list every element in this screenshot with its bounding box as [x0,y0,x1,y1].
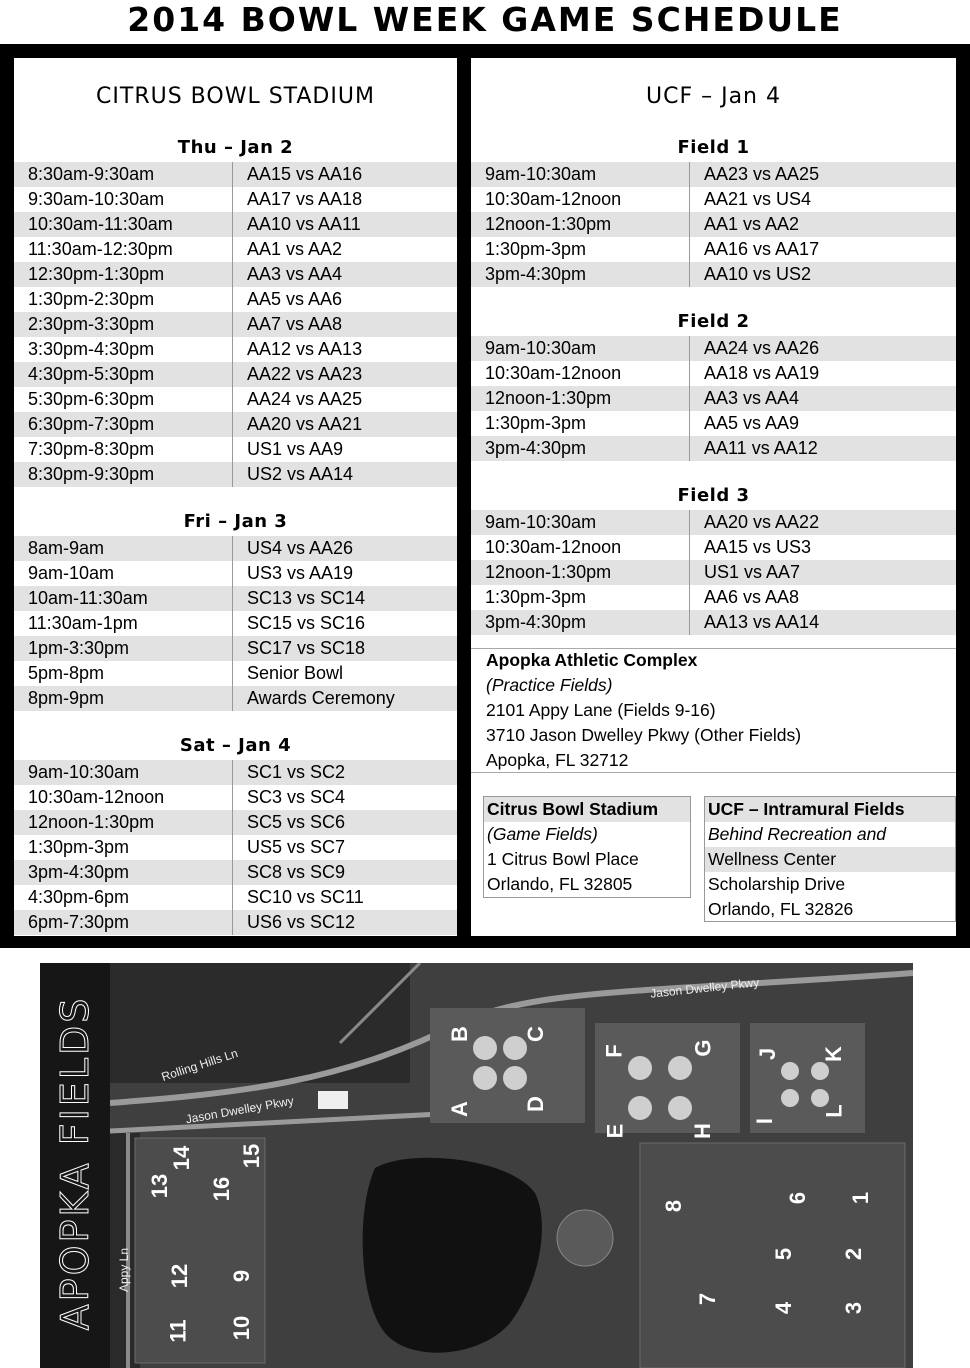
game-matchup: AA6 vs AA8 [704,587,800,607]
game-time: 9am-10:30am [14,760,233,785]
ucf-heading: UCF – Jan 4 [645,84,781,109]
field-label-h: H [689,1123,715,1139]
game-matchup: AA24 vs AA26 [704,338,820,358]
game-time: 3pm-4:30pm [471,436,690,461]
field-1-games [471,162,956,287]
schedule-row [471,560,956,585]
game-time: 1pm-3:30pm [14,636,233,661]
field-label-8: 8 [661,1199,687,1213]
game-matchup: US1 vs AA7 [704,562,801,582]
field-label-9: 9 [229,1269,255,1283]
schedule-row [14,362,457,387]
day-heading-sat: Sat – Jan 4 [179,735,292,756]
field-label-7: 7 [695,1292,721,1306]
game-matchup: SC3 vs SC4 [247,787,346,807]
game-matchup: SC17 vs SC18 [247,638,366,658]
game-time: 11:30am-12:30pm [14,237,233,262]
schedule-row [14,412,457,437]
game-matchup: AA20 vs AA22 [704,512,820,532]
apopka-info [486,648,801,773]
game-matchup: AA12 vs AA13 [247,339,363,359]
field-label-2: 2 [841,1247,867,1261]
schedule-row [14,860,457,885]
game-matchup: SC8 vs SC9 [247,862,346,882]
ucf-name: UCF – Intramural Fields [705,797,955,822]
schedule-row [14,760,457,785]
apopka-fields-map [40,963,913,1368]
game-matchup: AA10 vs US2 [704,264,812,284]
road-label: Rolling Hills Ln [159,1046,240,1084]
schedule-row [14,910,457,935]
road-label: Jason Dwelley Pkwy [649,975,760,1001]
schedule-row [14,237,457,262]
schedule-row [14,686,457,711]
game-matchup: AA1 vs AA2 [247,239,343,259]
field-label-j: J [755,1047,781,1061]
schedule-row [14,586,457,611]
schedule-row [14,661,457,686]
game-time: 1:30pm-3pm [471,237,690,262]
game-matchup: AA21 vs US4 [704,189,812,209]
game-time: 1:30pm-3pm [471,585,690,610]
field-label-f: F [601,1044,627,1058]
schedule-row [14,810,457,835]
citrus-bowl-address-box [483,796,691,898]
game-time: 9am-10:30am [471,162,690,187]
apopka-note: (Practice Fields) [486,675,613,695]
game-time: 10am-11:30am [14,586,233,611]
game-matchup: AA15 vs US3 [704,537,812,557]
field-label-5: 5 [771,1247,797,1261]
schedule-row [14,162,457,187]
ucf-note-1: Behind Recreation and [708,824,887,844]
game-time: 4:30pm-5:30pm [14,362,233,387]
schedule-row [471,510,956,535]
field-label-13: 13 [147,1173,173,1199]
game-matchup: AA5 vs AA9 [704,413,800,433]
road-label: Jason Dwelley Pkwy [184,1093,295,1127]
game-time: 1:30pm-2:30pm [14,287,233,312]
game-time: 5pm-8pm [14,661,233,686]
game-matchup: Senior Bowl [247,663,344,683]
game-matchup: AA11 vs AA12 [704,438,818,458]
game-matchup: AA3 vs AA4 [247,264,343,284]
field-label-g: G [690,1039,716,1057]
map-label [40,963,110,1368]
schedule-row [14,287,457,312]
game-matchup: US3 vs AA19 [247,563,354,583]
game-matchup: AA23 vs AA25 [704,164,820,184]
schedule-row [14,636,457,661]
game-time: 2:30pm-3:30pm [14,312,233,337]
schedule-row [471,162,956,187]
game-time: 4:30pm-6pm [14,885,233,910]
game-matchup: AA7 vs AA8 [247,314,343,334]
schedule-row [471,237,956,262]
schedule-row [14,835,457,860]
game-matchup: AA24 vs AA25 [247,389,363,409]
game-time: 3pm-4:30pm [14,860,233,885]
field-label-a: A [446,1101,472,1117]
schedule-row [14,611,457,636]
field-label-l: L [821,1104,847,1118]
field-label-12: 12 [167,1263,193,1289]
game-time: 10:30am-12noon [471,361,690,386]
schedule-row [14,536,457,561]
game-time: 12:30pm-1:30pm [14,262,233,287]
game-time: 8am-9am [14,536,233,561]
field-label-16: 16 [209,1176,235,1202]
game-time: 8:30pm-9:30pm [14,462,233,487]
game-time: 6pm-7:30pm [14,910,233,935]
schedule-row [14,312,457,337]
day-games-sat [14,760,457,935]
schedule-row [14,785,457,810]
citrus-city: Orlando, FL 32805 [487,874,633,894]
field-label-10: 10 [229,1315,255,1341]
game-matchup: AA1 vs AA2 [704,214,800,234]
game-matchup: Awards Ceremony [247,688,395,708]
schedule-row [14,212,457,237]
field-2-heading: Field 2 [677,311,750,332]
field-label-14: 14 [169,1145,195,1171]
game-time: 12noon-1:30pm [14,810,233,835]
field-label-11: 11 [165,1319,191,1343]
schedule-row [14,885,457,910]
field-label-i: I [752,1117,778,1125]
game-matchup: AA16 vs AA17 [704,239,820,259]
field-label-c: C [522,1026,548,1042]
schedule-row [14,337,457,362]
game-time: 5:30pm-6:30pm [14,387,233,412]
game-time: 9am-10am [14,561,233,586]
game-time: 1:30pm-3pm [14,835,233,860]
game-matchup: AA10 vs AA11 [247,214,361,234]
citrus-bowl-heading: CITRUS BOWL STADIUM [96,84,375,109]
game-time: 10:30am-11:30am [14,212,233,237]
schedule-row [471,187,956,212]
game-time: 7:30pm-8:30pm [14,437,233,462]
road-label: Appy Ln [117,1247,132,1293]
page-title: 2014 BOWL WEEK GAME SCHEDULE [127,0,843,39]
game-matchup: SC1 vs SC2 [247,762,346,782]
ucf-address-box [704,796,956,922]
game-matchup: AA15 vs AA16 [247,164,363,184]
ucf-address: Scholarship Drive [708,874,846,894]
field-3-heading: Field 3 [677,485,750,506]
game-time: 9am-10:30am [471,336,690,361]
game-matchup: AA17 vs AA18 [247,189,363,209]
game-time: 9:30am-10:30am [14,187,233,212]
game-time: 3:30pm-4:30pm [14,337,233,362]
field-3-games [471,510,956,635]
game-time: 6:30pm-7:30pm [14,412,233,437]
game-matchup: AA18 vs AA19 [704,363,820,383]
game-matchup: US1 vs AA9 [247,439,344,459]
citrus-note: (Game Fields) [487,824,598,844]
schedule-row [471,212,956,237]
game-matchup: US6 vs SC12 [247,912,356,932]
game-matchup: AA5 vs AA6 [247,289,343,309]
citrus-bowl-panel [14,58,457,936]
schedule-row [471,386,956,411]
game-matchup: AA13 vs AA14 [704,612,820,632]
game-matchup: US4 vs AA26 [247,538,354,558]
game-matchup: AA3 vs AA4 [704,388,800,408]
schedule-row [14,187,457,212]
day-heading-thu: Thu – Jan 2 [177,137,294,158]
game-time: 9am-10:30am [471,510,690,535]
game-matchup: US2 vs AA14 [247,464,354,484]
map-label-text: APOPKA FIELDS [53,995,97,1331]
field-label-6: 6 [785,1191,811,1205]
game-time: 12noon-1:30pm [471,560,690,585]
field-label-15: 15 [239,1143,265,1169]
schedule-row [14,387,457,412]
apopka-address-2: 3710 Jason Dwelley Pkwy (Other Fields) [486,725,802,745]
game-time: 11:30am-1pm [14,611,233,636]
game-matchup: AA22 vs AA23 [247,364,363,384]
citrus-address: 1 Citrus Bowl Place [487,849,639,869]
day-games-thu [14,162,457,487]
schedule-row [14,437,457,462]
game-time: 1:30pm-3pm [471,411,690,436]
citrus-name: Citrus Bowl Stadium [484,797,690,822]
game-time: 3pm-4:30pm [471,610,690,635]
schedule-row [471,535,956,560]
field-label-b: B [446,1026,472,1042]
schedule-row [471,436,956,461]
schedule-row [471,262,956,287]
field-2-games [471,336,956,461]
schedule-row [14,462,457,487]
schedule-row [471,361,956,386]
game-time: 10:30am-12noon [14,785,233,810]
game-time: 8pm-9pm [14,686,233,711]
game-time: 10:30am-12noon [471,187,690,212]
game-time: 3pm-4:30pm [471,262,690,287]
game-matchup: SC15 vs SC16 [247,613,366,633]
ucf-note-2: Wellness Center [705,847,955,872]
game-time: 10:30am-12noon [471,535,690,560]
schedule-row [471,585,956,610]
schedule-board [0,44,970,948]
field-1-heading: Field 1 [677,137,750,158]
game-matchup: AA20 vs AA21 [247,414,363,434]
apopka-city: Apopka, FL 32712 [486,750,629,770]
ucf-city: Orlando, FL 32826 [708,899,854,919]
schedule-row [14,262,457,287]
game-time: 8:30am-9:30am [14,162,233,187]
game-matchup: US5 vs SC7 [247,837,346,857]
apopka-name: Apopka Athletic Complex [486,650,698,670]
game-matchup: SC13 vs SC14 [247,588,366,608]
day-heading-fri: Fri – Jan 3 [183,511,288,532]
field-label-3: 3 [841,1301,867,1315]
field-label-1: 1 [848,1191,874,1205]
schedule-row [471,411,956,436]
apopka-address-1: 2101 Appy Lane (Fields 9-16) [486,700,716,720]
game-time: 12noon-1:30pm [471,386,690,411]
schedule-row [14,561,457,586]
ucf-panel [471,58,956,936]
divider [471,772,956,773]
day-games-fri [14,536,457,711]
field-label-d: D [522,1096,548,1112]
schedule-row [471,610,956,635]
game-time: 12noon-1:30pm [471,212,690,237]
field-label-k: K [820,1046,846,1062]
schedule-row [471,336,956,361]
field-label-e: E [602,1123,628,1139]
game-matchup: SC5 vs SC6 [247,812,346,832]
field-label-4: 4 [771,1301,797,1315]
game-matchup: SC10 vs SC11 [247,887,364,907]
